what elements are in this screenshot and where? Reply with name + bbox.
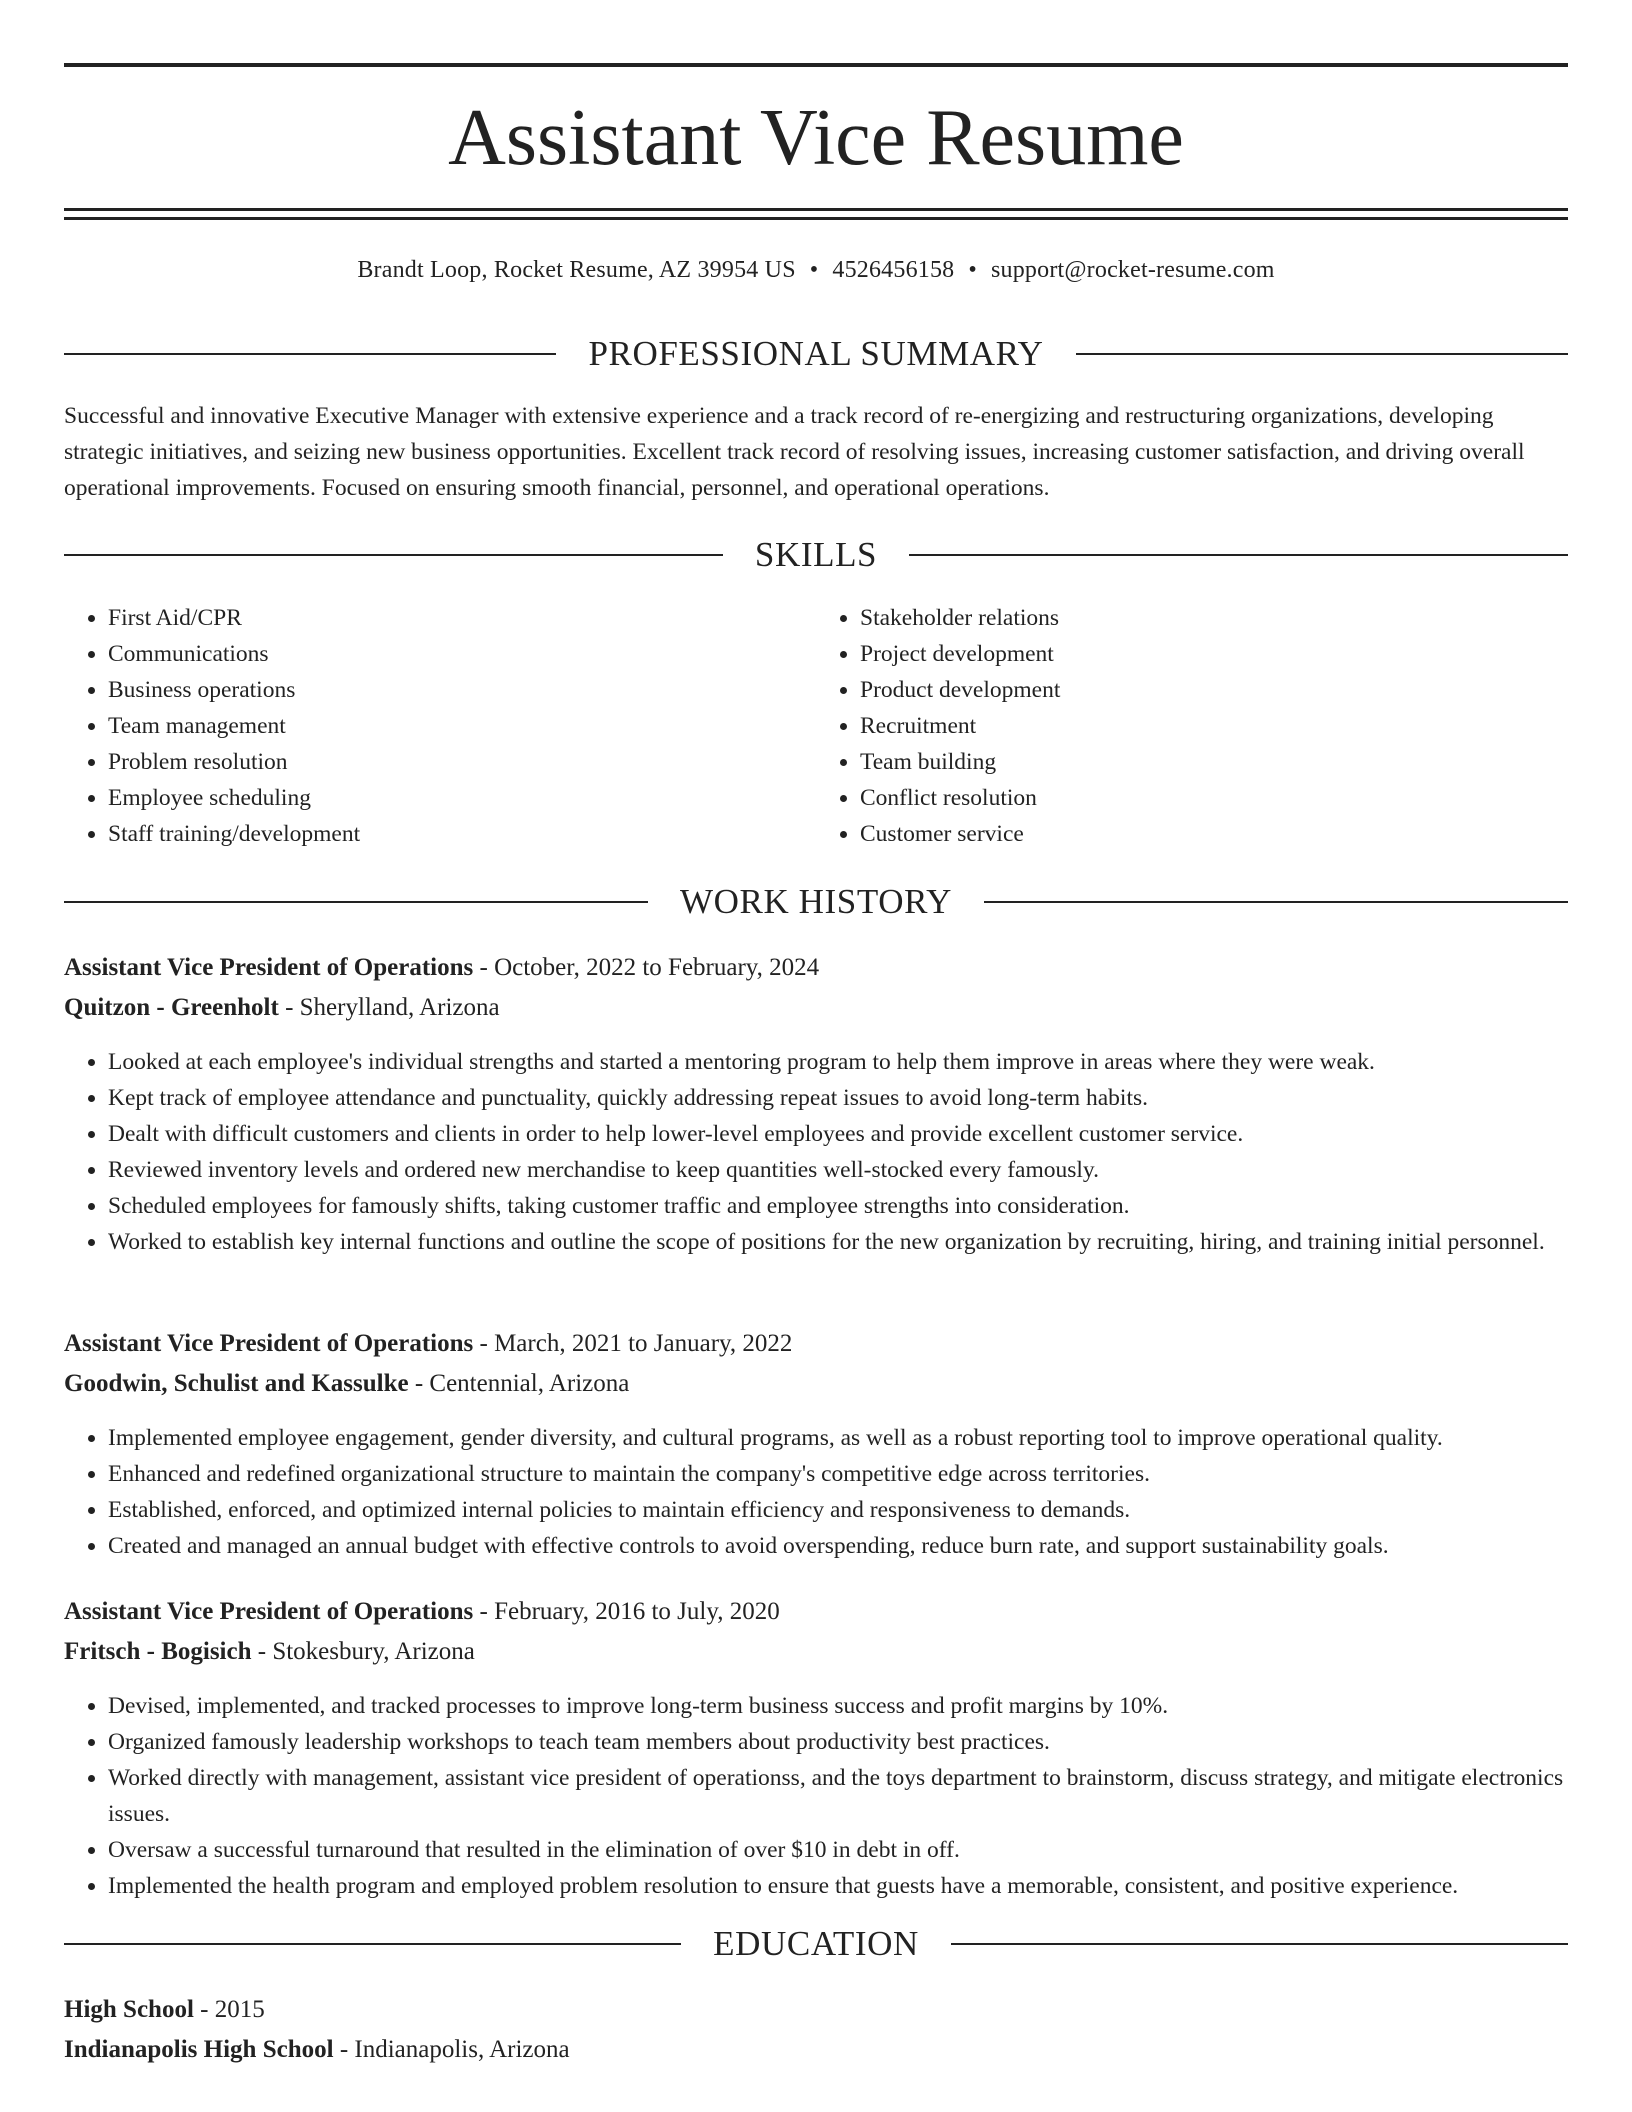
summary-text: Successful and innovative Executive Manager with extensive experience and a track record of re-energizing and restructuring organizations, developing strategic initiatives, and seizing new business opportunities. Excellent track record of resolving issues, increasing customer satisfaction, and driving overall operational improvements. Focused on ensuring smooth financial, personnel, and operational operations.	[64, 403, 1525, 501]
job-company: Goodwin, Schulist and Kassulke	[64, 1370, 409, 1397]
skill-item: • Conflict resolution	[860, 780, 1568, 816]
skill-item: • Team building	[860, 744, 1568, 780]
section-rule	[64, 1943, 681, 1945]
job-location: Centennial, Arizona	[429, 1370, 630, 1397]
dash: -	[193, 1996, 215, 2023]
education-degree: High School	[64, 1996, 194, 2023]
top-rule	[64, 63, 1568, 67]
job-company: Quitzon - Greenholt	[64, 994, 279, 1021]
contact-line	[64, 252, 1568, 288]
job-bullet: • Kept track of employee attendance and punctuality, quickly addressing repeat issues to avoid long-term habits.	[108, 1080, 1612, 1116]
skill-item: • Project development	[860, 636, 1568, 672]
job-dates: March, 2021 to January, 2022	[494, 1330, 793, 1357]
education-location: Indianapolis, Arizona	[354, 2036, 570, 2063]
summary-section-header	[64, 332, 1568, 376]
job-bullet: • Oversaw a successful turnaround that resulted in the elimination of over $10 in debt in off.	[108, 1832, 1612, 1868]
skill-item: • Customer service	[860, 816, 1568, 852]
job-company-line	[64, 1634, 1568, 1670]
job-bullets	[64, 1044, 1612, 1260]
job-bullet: • Dealt with difficult customers and clients in order to help lower-level employees and provide excellent customer service.	[108, 1116, 1612, 1152]
skill-item: • Product development	[860, 672, 1568, 708]
dash: -	[473, 1330, 495, 1357]
summary-heading: PROFESSIONAL SUMMARY	[588, 334, 1044, 373]
dash: -	[408, 1370, 430, 1397]
section-rule	[909, 554, 1568, 556]
job-title: Assistant Vice President of Operations	[64, 1598, 474, 1625]
skills-heading: SKILLS	[754, 535, 878, 574]
section-rule	[984, 901, 1568, 903]
education-heading: EDUCATION	[713, 1924, 919, 1963]
job-company-line	[64, 1366, 1568, 1402]
work-heading: WORK HISTORY	[680, 882, 952, 921]
job-dates: October, 2022 to February, 2024	[494, 954, 820, 981]
skill-item: • First Aid/CPR	[108, 600, 816, 636]
dash: -	[333, 2036, 355, 2063]
skill-item: • Communications	[108, 636, 816, 672]
section-rule	[1076, 353, 1568, 355]
job-title: Assistant Vice President of Operations	[64, 1330, 474, 1357]
job-title-line	[64, 1326, 1568, 1362]
job-title-line	[64, 950, 1568, 986]
contact-email: support@rocket-resume.com	[990, 257, 1275, 283]
section-rule	[64, 353, 556, 355]
education-school: Indianapolis High School	[64, 2036, 334, 2063]
job-bullet: • Enhanced and redefined organizational structure to maintain the company's competitive edge across territories.	[108, 1456, 1612, 1492]
skill-item: • Staff training/development	[108, 816, 816, 852]
job-bullet: • Established, enforced, and optimized internal policies to maintain efficiency and responsiveness to demands.	[108, 1492, 1612, 1528]
dash: -	[251, 1638, 273, 1665]
skills-column-right	[816, 600, 1568, 852]
education-year: 2015	[214, 1996, 265, 2023]
job-title-line	[64, 1594, 1568, 1630]
contact-separator: •	[809, 257, 819, 283]
job-company-line	[64, 990, 1568, 1026]
skill-item: • Problem resolution	[108, 744, 816, 780]
job-dates: February, 2016 to July, 2020	[494, 1598, 780, 1625]
job-bullet: • Created and managed an annual budget with effective controls to avoid overspending, reduce burn rate, and support sustainability goals.	[108, 1528, 1612, 1564]
contact-phone: 4526456158	[832, 257, 955, 283]
work-section-header	[64, 880, 1568, 924]
skills-section-header	[64, 533, 1568, 577]
job-bullet: • Implemented employee engagement, gender diversity, and cultural programs, as well as a robust reporting tool to improve operational quality.	[108, 1420, 1612, 1456]
job-location: Sherylland, Arizona	[299, 994, 500, 1021]
job-bullets	[64, 1420, 1612, 1564]
education-school-line	[64, 2032, 1568, 2068]
job-company: Fritsch - Bogisich	[64, 1638, 252, 1665]
skill-item: • Business operations	[108, 672, 816, 708]
job-location: Stokesbury, Arizona	[272, 1638, 475, 1665]
job-bullet: • Organized famously leadership workshops to teach team members about productivity best practices.	[108, 1724, 1612, 1760]
skills-list	[64, 600, 1568, 852]
job-bullet: • Looked at each employee's individual strengths and started a mentoring program to help them improve in areas where they were weak.	[108, 1044, 1612, 1080]
skill-item: • Team management	[108, 708, 816, 744]
dash: -	[278, 994, 300, 1021]
section-rule	[64, 901, 648, 903]
job-bullets	[64, 1688, 1612, 1904]
job-bullet: • Reviewed inventory levels and ordered new merchandise to keep quantities well-stocked every famously.	[108, 1152, 1612, 1188]
skills-column-left	[64, 600, 816, 852]
resume-title: Assistant Vice Resume	[448, 94, 1184, 182]
contact-address: Brandt Loop, Rocket Resume, AZ 39954 US	[357, 257, 796, 283]
title-double-rule	[64, 208, 1568, 220]
skill-item: • Employee scheduling	[108, 780, 816, 816]
skill-item: • Stakeholder relations	[860, 600, 1568, 636]
job-bullet: • Worked directly with management, assistant vice president of operationss, and the toys department to brainstorm, discuss strategy, and mitigate electronics issues.	[108, 1760, 1612, 1832]
education-section-header	[64, 1922, 1568, 1966]
dash: -	[473, 954, 495, 981]
job-title: Assistant Vice President of Operations	[64, 954, 474, 981]
job-bullet: • Worked to establish key internal functions and outline the scope of positions for the new organization by recruiting, hiring, and training initial personnel.	[108, 1224, 1612, 1260]
education-degree-line	[64, 1992, 1568, 2028]
job-bullet: • Implemented the health program and employed problem resolution to ensure that guests have a memorable, consistent, and positive experience.	[108, 1868, 1612, 1904]
job-bullet: • Devised, implemented, and tracked processes to improve long-term business success and profit margins by 10%.	[108, 1688, 1612, 1724]
section-rule	[64, 554, 723, 556]
contact-separator: •	[968, 257, 977, 283]
skill-item: • Recruitment	[860, 708, 1568, 744]
job-bullet: • Scheduled employees for famously shifts, taking customer traffic and employee strengths into consideration.	[108, 1188, 1612, 1224]
dash: -	[473, 1598, 495, 1625]
section-rule	[951, 1943, 1568, 1945]
